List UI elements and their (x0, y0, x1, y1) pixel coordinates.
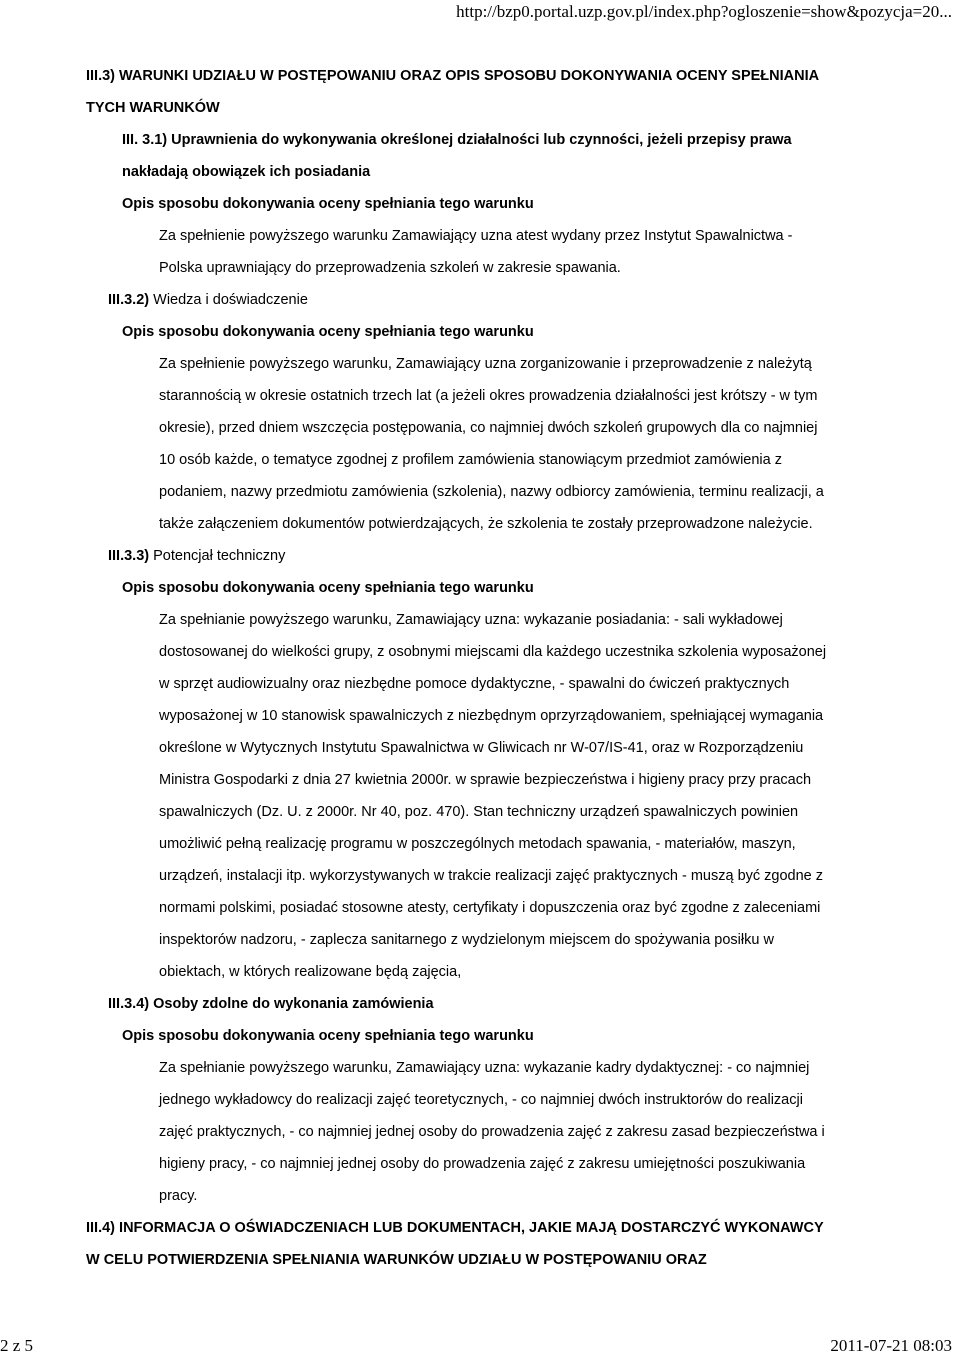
s31-opis-heading: Opis sposobu dokonywania oceny spełniania tego warunku (122, 196, 534, 212)
text-line: urządzeń, instalacji itp. wykorzystywanych w trakcie realizacji zajęć praktycznych - muszą być zgodne z (159, 868, 824, 884)
s32-opis-heading: Opis sposobu dokonywania oceny spełniania tego warunku (122, 324, 534, 340)
s34-title: III.3.4) Osoby zdolne do wykonania zamówienia (108, 996, 434, 1012)
text-line: Za spełnianie powyższego warunku, Zamawiający uzna: wykazanie posiadania: - sali wykładowej (159, 612, 783, 628)
s31-title: III. 3.1) Uprawnienia do wykonywania określonej działalności lub czynności, jeżeli przepisy prawa (122, 132, 792, 148)
print-timestamp: 2011-07-21 08:03 (830, 1336, 952, 1355)
s33-name: Potencjał techniczny (153, 548, 286, 564)
text-line: także załączeniem dokumentów potwierdzających, że szkolenia te zostały przeprowadzone należycie. (159, 516, 813, 532)
s33-number: III.3.3) (108, 548, 150, 564)
s32-body (86, 348, 912, 540)
text-line: normami polskimi, posiadać stosowne atesty, certyfikaty i dopuszczenia oraz być zgodne z zaleceniami (159, 900, 821, 916)
s31-body (86, 220, 912, 284)
s34-opis-heading: Opis sposobu dokonywania oceny spełniania tego warunku (122, 1028, 534, 1044)
text-line: Za spełnianie powyższego warunku, Zamawiający uzna: wykazanie kadry dydaktycznej: - co najmniej (159, 1060, 810, 1076)
text-line: dostosowanej do wielkości grupy, z osobnymi miejscami dla każdego uczestnika szkolenia wyposażonej (159, 644, 827, 660)
page-url: http://bzp0.portal.uzp.gov.pl/index.php?ogloszenie=show&pozycja=20... (456, 2, 952, 21)
text-line: jednego wykładowcy do realizacji zajęć teoretycznych, - co najmniej dwóch instruktorów do realizacji (159, 1092, 803, 1108)
text-line: określone w Wytycznych Instytutu Spawalnictwa w Gliwicach nr W-07/IS-41, oraz w Rozporządzeniu (159, 740, 804, 756)
text-line: Za spełnienie powyższego warunku, Zamawiający uzna zorganizowanie i przeprowadzenie z należytą (159, 356, 812, 372)
s32-number: III.3.2) (108, 292, 150, 308)
text-line: higieny pracy, - co najmniej jednej osoby do prowadzenia zajęć z zakresu umiejętności poszukiwania (159, 1156, 806, 1172)
text-line: okresie), przed dniem wszczęcia postępowania, co najmniej dwóch szkoleń grupowych dla co najmniej (159, 420, 818, 436)
section-iii3-title: III.3) WARUNKI UDZIAŁU W POSTĘPOWANIU ORAZ OPIS SPOSOBU DOKONYWANIA OCENY SPEŁNIANIA (86, 68, 820, 84)
text-line: zajęć praktycznych, - co najmniej jednej osoby do prowadzenia zajęć z zakresu zasad bezpieczeństwa i (159, 1124, 825, 1140)
text-line: w sprzęt audiowizualny oraz niezbędne pomoce dydaktyczne, - spawalni do ćwiczeń praktycznych (159, 676, 790, 692)
text-line: umożliwić pełną realizację programu w poszczególnych metodach spawania, - materiałów, maszyn, (159, 836, 796, 852)
text-line: Ministra Gospodarki z dnia 27 kwietnia 2000r. w sprawie bezpieczeństwa i higieny pracy przy pracach (159, 772, 812, 788)
s33-title (108, 540, 912, 572)
text-line: pracy. (159, 1188, 198, 1204)
text-line: Za spełnienie powyższego warunku Zamawiający uzna atest wydany przez Instytut Spawalnictwa - (159, 228, 793, 244)
text-line: wyposażonej w 10 stanowisk spawalniczych z niezbędnym oprzyrządowaniem, spełniającej wymagania (159, 708, 824, 724)
s31-title-cont: nakładają obowiązek ich posiadania (122, 164, 371, 180)
text-line: spawalniczych (Dz. U. z 2000r. Nr 40, poz. 470). Stan techniczny urządzeń spawalniczych powinien (159, 804, 799, 820)
s34-body (86, 1052, 912, 1212)
section-iii4-title-cont: W CELU POTWIERDZENIA SPEŁNIANIA WARUNKÓW UDZIAŁU W POSTĘPOWANIU ORAZ (86, 1252, 707, 1268)
s32-title (108, 284, 912, 316)
text-line: inspektorów nadzoru, - zaplecza sanitarnego z wydzielonym miejscem do spożywania posiłku w (159, 932, 774, 948)
text-line: podaniem, nazwy przedmiotu zamówienia (szkolenia), nazwy odbiorcy zamówienia, terminu realizacji, a (159, 484, 824, 500)
section-iii4-title: III.4) INFORMACJA O OŚWIADCZENIACH LUB DOKUMENTACH, JAKIE MAJĄ DOSTARCZYĆ WYKONAWCY (86, 1220, 824, 1236)
section-iii3-title-cont: TYCH WARUNKÓW (86, 100, 220, 116)
s32-name: Wiedza i doświadczenie (153, 292, 308, 308)
page-number: 2 z 5 (0, 1336, 34, 1355)
s33-opis-heading: Opis sposobu dokonywania oceny spełniania tego warunku (122, 580, 534, 596)
s33-body (86, 604, 912, 988)
text-line: Polska uprawniający do przeprowadzenia szkoleń w zakresie spawania. (159, 260, 621, 276)
text-line: starannością w okresie ostatnich trzech lat (a jeżeli okres prowadzenia działalności jest krótszy - w tym (159, 388, 818, 404)
text-line: obiektach, w których realizowane będą zajęcia, (159, 964, 462, 980)
document-body (86, 60, 912, 1276)
text-line: 10 osób każde, o tematyce zgodnej z profilem zamówienia stanowiącym przedmiot zamówienia z (159, 452, 782, 468)
